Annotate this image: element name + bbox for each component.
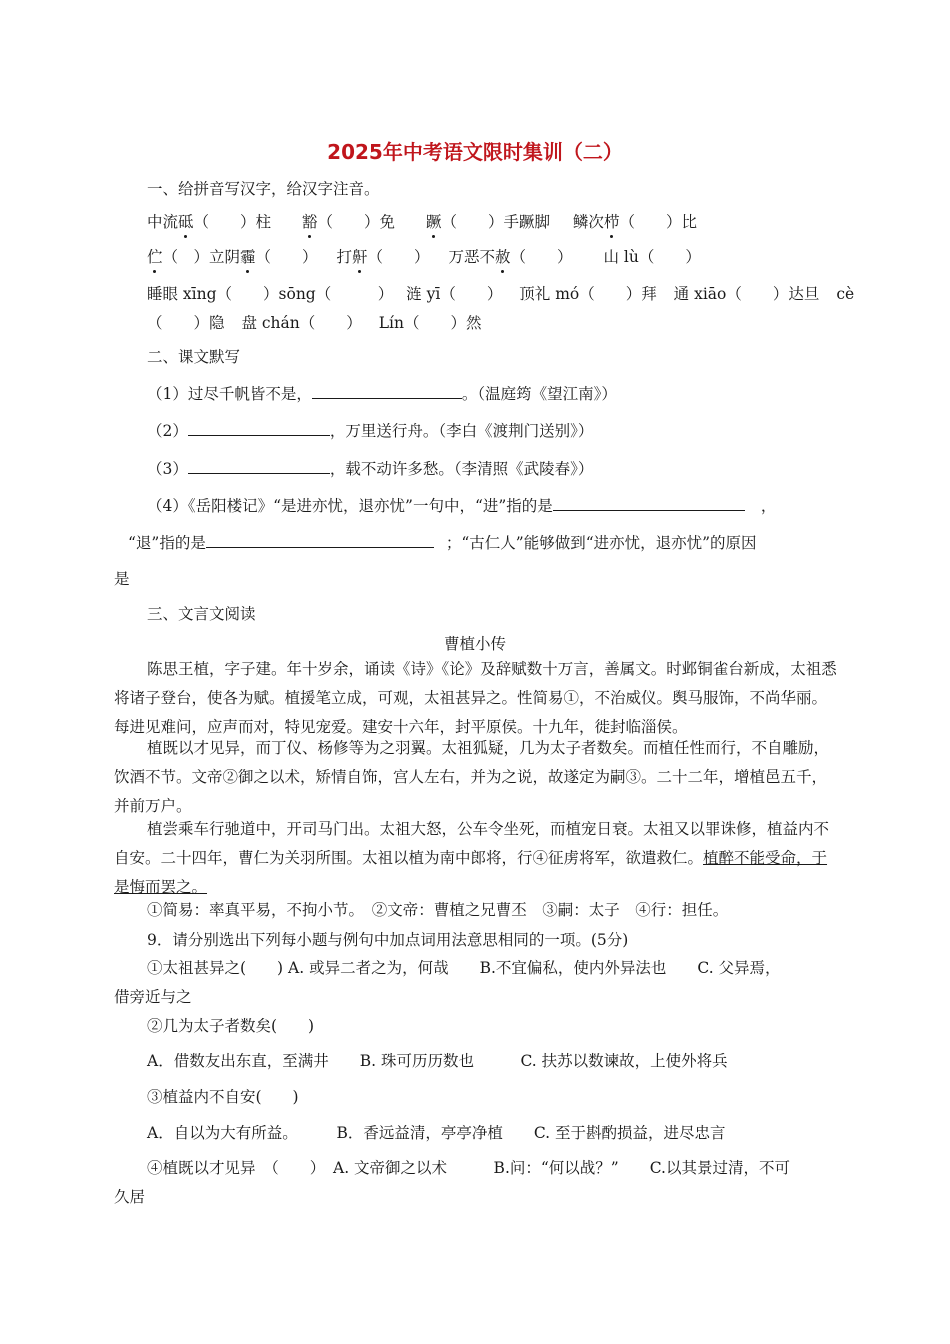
dotted-char: 赦 — [495, 248, 511, 266]
dictation-q3: （3） ，载不动许多愁。（李清照《武陵春》） — [147, 457, 593, 480]
answer-blank[interactable] — [188, 419, 330, 436]
answer-blank[interactable] — [312, 382, 462, 399]
answer-blank[interactable] — [188, 457, 330, 474]
question-9-4-continued: 久居 — [114, 1188, 146, 1206]
passage-paragraph-3: 植尝乘车行驰道中，开司马门出。太祖大怒，公车令坐死，而植宠日衰。太祖又以罪诛修，植益内不自安。二十四年，曹仁为关羽所围。太祖以植为南中郎将，行④征虏将军，欲遣救仁。植醉不能受命，于是悔而罢之。 — [114, 820, 830, 896]
dictation-q4-continued: “退”指的是 ；“古仁人”能够做到“进亦忧，退亦忧”的原因 — [128, 531, 757, 554]
pinyin-row-2: 伫（ ）立阴霾（ ） 打鼾（ ） 万恶不赦（ ） 山 lù（ ） — [147, 248, 701, 266]
question-9-3: ③植益内不自安( ) — [147, 1088, 299, 1106]
passage-paragraph-2: 植既以才见异，而丁仪、杨修等为之羽翼。太祖狐疑，几为太子者数矣。而植任性而行，不自雕励，饮酒不节。文帝②御之以术，矫情自饰，宫人左右，并为之说，故遂定为嗣③。二十二年，增植邑五千，并前万户。 — [114, 739, 830, 815]
passage-title: 曹植小传 — [443, 635, 506, 653]
dotted-char: 砥 — [178, 213, 194, 231]
pinyin-row-4: （ ）隐 盘 chán（ ） Lín（ ）然 — [147, 314, 482, 332]
passage-notes: ①简易：率真平易，不拘小节。 ②文帝：曹植之兄曹丕 ③嗣：太子 ④行：担任。 — [147, 901, 729, 919]
dictation-q4: （4）《岳阳楼记》“是进亦忧，退亦忧”一句中，“进”指的是 ， — [147, 494, 776, 517]
dictation-q1: （1）过尽千帆皆不是， 。（温庭筠《望江南》） — [147, 382, 617, 405]
question-9-2: ②几为太子者数矣( ) — [147, 1017, 315, 1035]
pinyin-row-1: 中流砥（ ）柱 豁（ ）免 蹶（ ）手蹶脚 鳞次栉（ ）比 — [147, 213, 697, 231]
question-9-1-continued: 借旁近与之 — [114, 988, 192, 1006]
underlined-sentence: 植醉不能受命，于是悔而罢之。 — [114, 849, 828, 896]
dotted-char: 霾 — [240, 248, 256, 266]
answer-blank[interactable] — [553, 494, 745, 511]
answer-blank[interactable] — [206, 531, 434, 548]
dotted-char: 伫 — [147, 248, 163, 266]
question-9: 9．请分别选出下列每小题与例句中加点词用法意思相同的一项。(5分) — [147, 931, 629, 949]
dotted-char: 蹶 — [425, 213, 442, 231]
dictation-q2: （2） ，万里送行舟。（李白《渡荆门送别》） — [147, 419, 593, 442]
dotted-char: 豁 — [301, 213, 318, 231]
page-title: 2025年中考语文限时集训（二） — [327, 140, 623, 164]
dotted-char: 栉 — [603, 213, 620, 231]
section3-heading: 三、文言文阅读 — [147, 605, 256, 623]
dictation-q4-end: 是 — [114, 570, 130, 588]
section1-heading: 一、给拼音写汉字，给汉字注音。 — [147, 180, 380, 198]
passage-paragraph-1: 陈思王植，字子建。年十岁余，诵读《诗》《论》及辞赋数十万言，善属文。时邺铜雀台新成，太祖悉将诸子登台，使各为赋。植援笔立成，可观，太祖甚异之。性简易①，不治威仪。舆马服饰，不尚华丽。每进见难问，应声而对，特见宠爱。建安十六年，封平原侯。十九年，徙封临淄侯。 — [114, 660, 837, 736]
question-9-4: ④植既以才见异 （ ） A. 文帝御之以术 B.问：“何以战？” C.以其景过清，不可 — [147, 1159, 790, 1177]
question-9-1: ①太祖甚异之( ) A. 或异二者之为，何哉 B.不宜偏私，使内外异法也 C. 父异焉， — [147, 959, 781, 977]
pinyin-row-3: 睡眼 xīng（ ）sōng（ ） 涟 yī（ ） 顶礼 mó（ ）拜 通 xiāo（ ）达旦 cè — [147, 285, 855, 303]
question-9-2-options: A．借数友出东直，至满井 B. 珠可历历数也 C. 扶苏以数谏故，上使外将兵 — [147, 1052, 728, 1070]
question-9-3-options: A．自以为大有所益。 B．香远益清，亭亭净植 C. 至于斟酌损益，进尽忠言 — [147, 1124, 726, 1142]
dotted-char: 鼾 — [352, 248, 368, 266]
section2-heading: 二、课文默写 — [147, 348, 241, 366]
